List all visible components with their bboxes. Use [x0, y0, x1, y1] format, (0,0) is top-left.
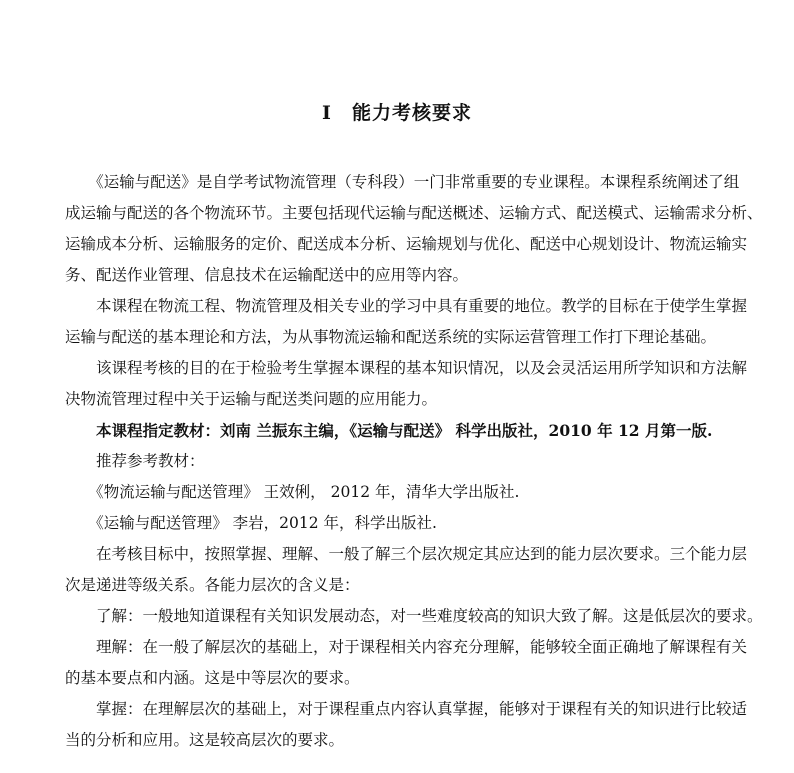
section-title-text: 能力考核要求	[351, 102, 472, 124]
paragraph-reference-heading: 推荐参考教材：	[65, 452, 205, 470]
paragraph-levels-intro-line-1: 在考核目标中，按照掌握、理解、一般了解三个层次规定其应达到的能力层次要求。三个能力层	[65, 545, 748, 563]
paragraph-purpose-line-1: 该课程考核的目的在于检验考生掌握本课程的基本知识情况，以及会灵活运用所学知识和方法解	[65, 359, 748, 377]
paragraph-intro-line-4: 务、配送作业管理、信息技术在运输配送中的应用等内容。	[65, 266, 469, 284]
paragraph-status-line-1: 本课程在物流工程、物流管理及相关专业的学习中具有重要的地位。教学的目标在于使学生掌握	[65, 297, 748, 315]
paragraph-reference-1: 《物流运输与配送管理》 王效俐， 2012 年，清华大学出版社.	[65, 483, 520, 501]
section-number: I	[322, 102, 332, 124]
paragraph-intro-line-3: 运输成本分析、运输服务的定价、配送成本分析、运输规划与优化、配送中心规划设计、物流运输实	[65, 235, 748, 253]
paragraph-intro-line-2: 成运输与配送的各个物流环节。主要包括现代运输与配送概述、运输方式、配送模式、运输需求分析、	[65, 204, 763, 222]
paragraph-level-comprehend-line-1: 理解：在一般了解层次的基础上，对于课程相关内容充分理解，能够较全面正确地了解课程有关	[65, 638, 748, 656]
paragraph-level-general: 了解：一般地知道课程有关知识发展动态，对一些难度较高的知识大致了解。这是低层次的要求。	[65, 607, 763, 625]
paragraph-level-master-line-2: 当的分析和应用。这是较高层次的要求。	[65, 731, 345, 749]
paragraph-textbook: 本课程指定教材：刘南 兰振东主编，《运输与配送》 科学出版社，2010 年 12 月第一版.	[65, 421, 713, 440]
paragraph-purpose-line-2: 决物流管理过程中关于运输与配送类问题的应用能力。	[65, 390, 438, 408]
paragraph-status-line-2: 运输与配送的基本理论和方法，为从事物流运输和配送系统的实际运营管理工作打下理论基础。	[65, 328, 717, 346]
paragraph-intro-line-1: 《运输与配送》是自学考试物流管理（专科段）一门非常重要的专业课程。本课程系统阐述了组	[65, 173, 740, 191]
section-title	[0, 99, 794, 127]
paragraph-levels-intro-line-2: 次是递进等级关系。各能力层次的含义是：	[65, 576, 360, 594]
paragraph-reference-2: 《运输与配送管理》 李岩，2012 年，科学出版社.	[65, 514, 437, 532]
paragraph-level-master-line-1: 掌握：在理解层次的基础上，对于课程重点内容认真掌握，能够对于课程有关的知识进行比较适	[65, 700, 748, 718]
paragraph-level-comprehend-line-2: 的基本要点和内涵。这是中等层次的要求。	[65, 669, 360, 687]
